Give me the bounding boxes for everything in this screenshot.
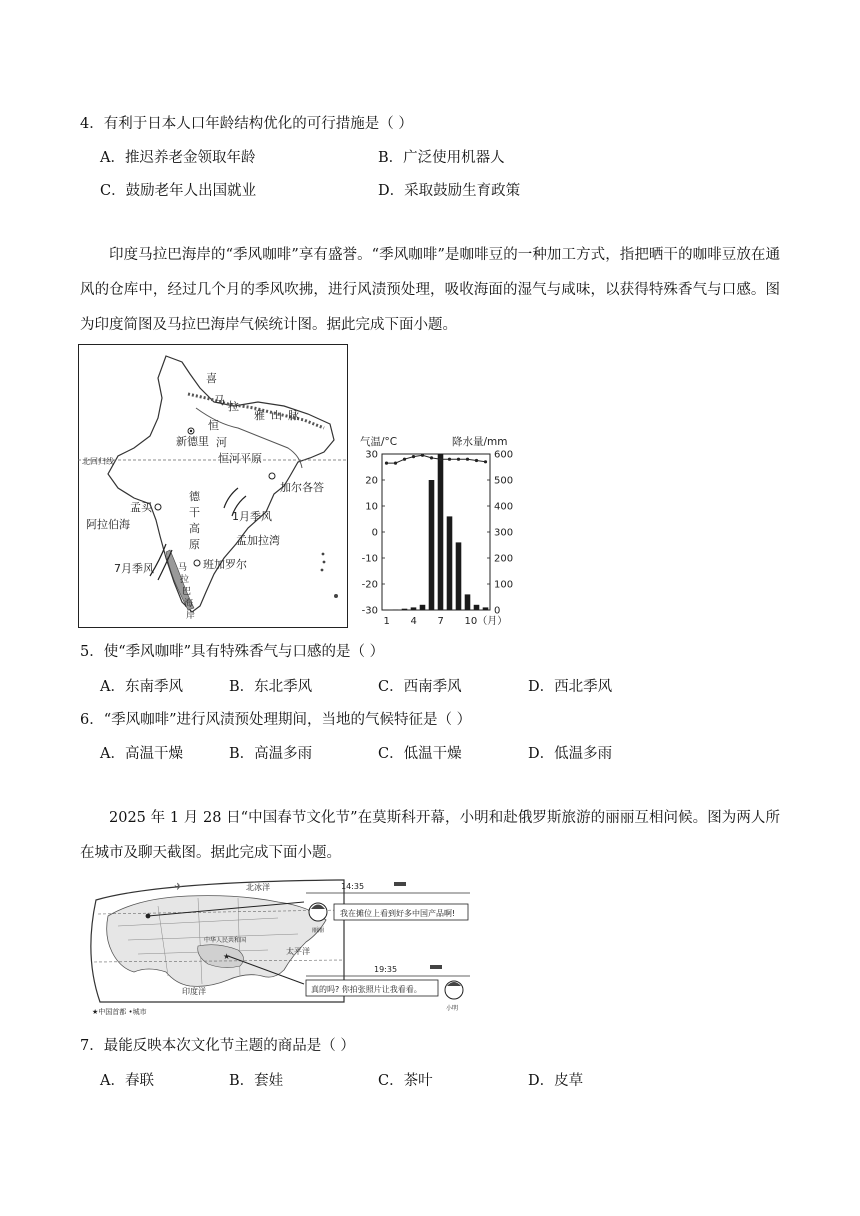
temperature-point: [484, 460, 487, 463]
passage-malabar-coffee: 印度马拉巴海岸的“季风咖啡”享有盛誉。“季风咖啡”是咖啡豆的一种加工方式，指把晒干的咖啡豆放在通风的仓库中，经过几个月的季风吹拂，进行风渍预处理，吸收海面的湿气与咸味，以获得特殊香气与口感。图为印度简图及马拉巴海岸气候统计图。据此完成下面小题。: [80, 247, 780, 333]
temp-tick-label: 20: [365, 475, 378, 487]
q6-option-c: C．低温干燥: [378, 746, 462, 762]
chat-map-figure: [78, 876, 470, 1018]
precip-bar: [465, 594, 471, 610]
q6-option-b: B．高温多雨: [229, 746, 313, 762]
question-7-stem: 7．最能反映本次文化节主题的商品是（ ）: [80, 1038, 355, 1054]
label-indian: 印度洋: [182, 987, 206, 996]
q6-option-d: D．低温多雨: [528, 746, 613, 762]
precip-bar: [474, 605, 480, 610]
precip-tick-label: 400: [494, 501, 514, 513]
q5-option-b: B．东北季风: [229, 679, 313, 695]
temperature-point: [475, 459, 478, 462]
temperature-line: [387, 455, 486, 463]
label-arabian-sea: 阿拉伯海: [86, 518, 130, 531]
temp-tick-label: -30: [361, 605, 378, 617]
kolkata-marker: [269, 473, 275, 479]
q4-option-c: C．鼓励老年人出国就业: [100, 183, 257, 199]
temp-tick-label: 10: [365, 501, 378, 513]
label-kolkata: 加尔各答: [280, 481, 324, 494]
precip-bar: [438, 454, 444, 610]
q4-option-a: A．推迟养老金领取年龄: [100, 150, 256, 166]
label-pacific: 太平洋: [286, 947, 310, 956]
name-lili: 丽丽: [312, 927, 325, 934]
label-himalaya-2: 马: [214, 394, 225, 407]
label-ganges-2: 河: [216, 436, 227, 449]
precip-tick-label: 600: [494, 449, 514, 461]
label-malabar-2: 拉: [180, 575, 190, 585]
label-deccan-1: 德: [189, 490, 200, 503]
temperature-point: [403, 458, 406, 461]
temperature-point: [457, 458, 460, 461]
month-tick-label: 1: [383, 616, 390, 627]
temperature-point: [430, 456, 433, 459]
label-deccan-3: 高: [189, 522, 200, 535]
label-himalaya-3: 拉: [228, 400, 239, 413]
map-legend: ★中国首都 •城市: [92, 1008, 147, 1016]
label-malabar-5: 岸: [186, 611, 196, 621]
precip-bar: [447, 516, 453, 610]
label-prc: 中华人民共和国: [204, 937, 247, 944]
temperature-point: [448, 458, 451, 461]
chart-ylabel-right: 降水量/mm: [452, 436, 508, 448]
precip-tick-label: 200: [494, 553, 514, 565]
label-himalaya-6: 脉: [288, 409, 299, 422]
chat-message-2: 真的吗? 你拍张照片让我看看。: [311, 985, 422, 994]
q5-option-c: C．西南季风: [378, 679, 462, 695]
label-new-delhi: 新德里: [176, 435, 209, 448]
month-tick-label: 4: [410, 616, 417, 627]
q5-option-d: D．西北季风: [528, 679, 613, 695]
passage-spring-festival: 2025 年 1 月 28 日“中国春节文化节”在莫斯科开幕，小明和赴俄罗斯旅游的丽丽互相问候。图为两人所在城市及聊天截图。据此完成下面小题。: [80, 810, 780, 861]
precip-bar: [429, 480, 435, 610]
temperature-point: [385, 462, 388, 465]
label-ganges-1: 恒: [208, 419, 219, 432]
q4-option-d: D．采取鼓励生育政策: [378, 183, 521, 199]
precip-tick-label: 300: [494, 527, 514, 539]
precip-bar: [483, 607, 489, 610]
precip-bar: [420, 605, 426, 610]
label-arctic: 北冰洋: [246, 883, 270, 892]
label-malabar-4: 海: [184, 599, 194, 609]
precip-bar: [456, 542, 462, 610]
chat-message-1: 我在摊位上看到好多中国产品啊!: [340, 909, 456, 918]
label-tropic: 北回归线: [82, 457, 114, 466]
precip-bar: [411, 607, 417, 610]
temp-tick-label: 0: [371, 527, 378, 539]
svg-text:★: ★: [223, 952, 231, 961]
mumbai-marker: [155, 504, 161, 510]
precip-tick-label: 0: [494, 605, 501, 617]
svg-text:✈: ✈: [174, 882, 183, 893]
precip-bar: [384, 610, 390, 611]
india-map: [78, 344, 348, 628]
q7-option-d: D．皮草: [528, 1073, 584, 1089]
chat-time-2: 19:35: [374, 965, 398, 974]
label-himalaya-1: 喜: [206, 372, 217, 385]
chart-ylabel-left: 气温/°C: [360, 436, 398, 448]
label-bangalore: 班加罗尔: [203, 558, 247, 571]
temp-tick-label: 30: [365, 449, 378, 461]
temperature-point: [412, 455, 415, 458]
month-tick-label: 7: [437, 616, 444, 627]
label-jan-monsoon: 1月季风: [232, 510, 272, 523]
temperature-point: [394, 462, 397, 465]
climate-chart: [352, 432, 522, 628]
temperature-point: [439, 458, 442, 461]
question-5-stem: 5．使“季风咖啡”具有特殊香气与口感的是（ ）: [80, 644, 385, 660]
question-4-stem: 4．有利于日本人口年龄结构优化的可行措施是（ ）: [80, 116, 413, 132]
label-himalaya-4: 雅: [254, 409, 265, 422]
precip-tick-label: 500: [494, 475, 514, 487]
temperature-point: [466, 458, 469, 461]
label-deccan-4: 原: [189, 538, 200, 551]
q7-option-a: A．春联: [100, 1073, 154, 1089]
temperature-point: [421, 454, 424, 457]
q4-option-b: B．广泛使用机器人: [378, 150, 505, 166]
q5-option-a: A．东南季风: [100, 679, 183, 695]
label-himalaya-5: 山: [271, 409, 282, 422]
label-bay-of-bengal: 孟加拉湾: [236, 534, 280, 547]
label-malabar-1: 马: [178, 563, 188, 573]
label-malabar-3: 巴: [182, 587, 192, 597]
month-tick-label: 10（月）: [464, 616, 508, 627]
label-ganges-plain: 恒河平原: [218, 452, 262, 465]
name-xiaoming: 小明: [446, 1005, 459, 1012]
precip-tick-label: 100: [494, 579, 514, 591]
label-deccan-2: 干: [189, 506, 200, 519]
bangalore-marker: [194, 560, 200, 566]
q7-option-c: C．茶叶: [378, 1073, 433, 1089]
question-6-stem: 6．“季风咖啡”进行风渍预处理期间，当地的气候特征是（ ）: [80, 712, 472, 728]
label-jul-monsoon: 7月季风: [114, 562, 154, 575]
q7-option-b: B．套娃: [229, 1073, 284, 1089]
precip-bar: [402, 609, 408, 610]
temp-tick-label: -10: [361, 553, 378, 565]
label-mumbai: 孟买: [130, 501, 152, 514]
chart-frame: [382, 454, 490, 610]
temp-tick-label: -20: [361, 579, 378, 591]
q6-option-a: A．高温干燥: [100, 746, 183, 762]
chat-time-1: 14:35: [341, 882, 365, 891]
precip-bar: [393, 609, 399, 610]
